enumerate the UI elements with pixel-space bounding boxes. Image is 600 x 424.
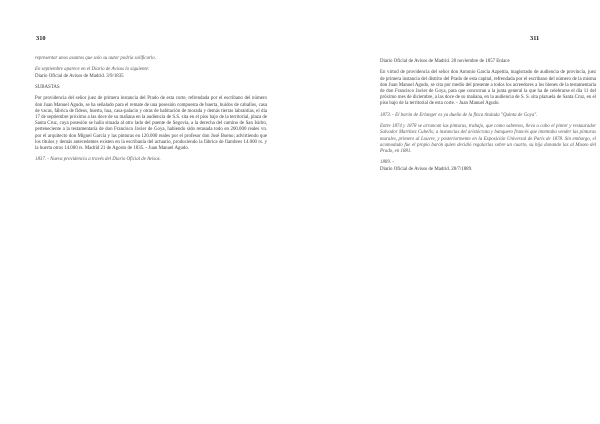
right-page [300, 0, 600, 424]
right-body-paragraph: En virtud de providencia del señor don Antonio García Azpeitia, magistrado de audiencia de provincia, juez de primera instancia del distrito del Prado de esta capital, refrendada por el escribano del número de la misma don Juan Manuel Agudo, se cita por medio del presente a todos los acreedores a los bienes de la testamentaría de don Francisco Javier de Goya, para que concurran a la junta general la que ha de celebrarse el día 11 del próximo mes de diciembre, a las doce de su mañana, en la audiencia de S. S. sita plazuela de Santa Cruz, en el piso bajo de la territorial de esta corte. - Juan Manuel Agudo. [380, 70, 596, 107]
right-year-italic: 1889. - [380, 160, 394, 166]
left-page-number: 310 [36, 35, 46, 42]
left-closing-italic: 1837. - Nueva providencia a través del Diario Oficial de Avisos. [35, 157, 161, 163]
right-page-number: 311 [530, 35, 540, 42]
left-text-column [35, 56, 267, 169]
left-body-paragraph: Por providencia del señor juez de primera instancia del Prado de esta corte, refrendada por el escribano del número don Juan Manuel Agudo, se ha señalado para el remate de una posesión compuesta de huerta, huidos de caballos, casa de vacas, fábrica de fideos, huerta, hua, casa-palacio y otras de habitación de morada y demás tierras labrantías, el día 17 de septiembre próximo a las doce de su mañana en la audiencia de S.S. sita en el piso bajo de la territorial, plaza de Santa Cruz, cuya posesión se halla situada al otro lado del puente de Segovia, a la derecha del camino de San Isidro, perteneciente a la testamentaría de don Francisco Javier de Goya, habiendo sido retasada todo en 200.000 reales vn. por el arquitecto don Miguel García y las pinturas en 120.000 reales por el profesor don José Bueno; advirtiendo que los títulos y demás antecedentes existen en la escribanía del actuario, produciendo la fábrica de fiambres 14.000 rs. y la huerta otros 14.000 rs. Madrid 21 de Agosto de 1835. - Juan Manuel Agudo. [35, 96, 267, 151]
right-italic-note-1: 1873. - El barón de Erlanger es ya dueño de la finca titulada "Quinta de Goya". [380, 112, 538, 118]
section-heading: SUBASTAS [35, 84, 60, 90]
right-text-column [380, 59, 596, 178]
left-source-line: Diario Oficial de Avisos de Madrid. 3/9/1835 [35, 73, 124, 79]
right-source-line-2: Diario Oficial de Avisos de Madrid. 28/7/1889. [380, 166, 473, 172]
right-source-line-1: Diario Oficial de Avisos de Madrid. 28 noviembre de 1857 Enlace [380, 59, 510, 64]
note-italic-text: En septiembre aparece en el Diario de Avisos lo siguiente: [35, 67, 150, 73]
right-italic-note-2: Entre 1874 y 1878 se arrancan las pinturas, trabajo, que como sabemos, lleva a cabo el pintor y restaurador Salvador Martínez Cubells; a instancias del aristócrata y banquero francés que intentaba vender las pinturas murales, primero al Louvre, y posteriormente en la Exposición Universal de París de 1878. Sin embargo, el acomodado fue el propio barón quien decidió regalarlas sobre un cuarto, su hija donando las al Museo del Prado, en 1881. [380, 124, 596, 154]
intro-italic-text: representar unos asuntos que solo su autor podría solificarlo. [35, 56, 156, 61]
